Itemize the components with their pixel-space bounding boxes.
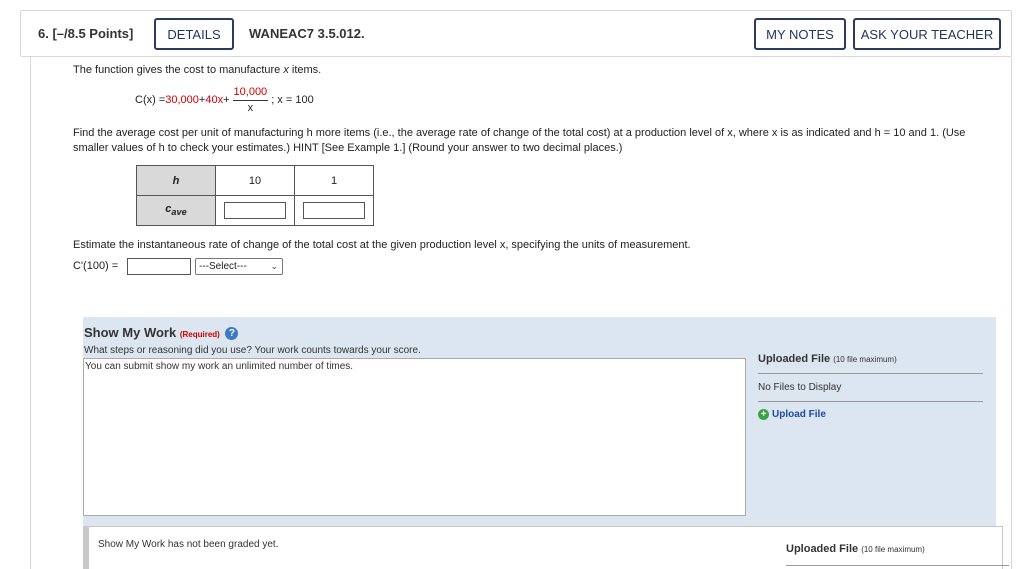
plus-circle-icon: + <box>758 409 769 420</box>
cave-input-1[interactable] <box>303 202 365 219</box>
cave-input-10[interactable] <box>224 202 286 219</box>
formula-plus-1: + <box>198 94 206 106</box>
formula-plus-2: + <box>223 94 230 106</box>
show-my-work-title: Show My Work (Required) ? <box>84 325 238 340</box>
estimate-text: Estimate the instantaneous rate of change of the total cost at the given production level x, specifying the units of measurement. <box>73 239 691 251</box>
c100-label: C'(100) = <box>73 260 119 272</box>
uploaded-file-title: Uploaded File (10 file maximum) <box>758 353 983 374</box>
no-files-text: No Files to Display <box>758 374 983 402</box>
formula-term-1: 30,000 <box>165 94 199 106</box>
my-notes-button[interactable]: MY NOTES <box>754 18 846 50</box>
average-cost-table <box>136 165 374 226</box>
uploaded-files-panel <box>758 353 983 420</box>
question-number: 6. [–/8.5 Points] <box>38 26 134 41</box>
formula-condition: ; x = 100 <box>271 94 314 106</box>
cave-header: $c_{ave}$ <box>137 196 216 226</box>
formula-numerator: 10,000 <box>233 86 269 101</box>
question-header <box>20 10 1012 57</box>
graded-status-panel <box>83 526 1003 569</box>
problem-instructions: Find the average cost per unit of manufacturing h more items (i.e., the average rate of change of the total cost) at a production level of x, where x is as indicated and h = 10 and 1. (Use smaller values of h to check your estimates.) HINT [See Example 1.] (Round your answer to two decimal places.) <box>73 127 966 154</box>
show-my-work-textarea[interactable] <box>83 358 746 516</box>
h-value-1: 1 <box>295 166 374 196</box>
formula-fraction <box>233 86 269 115</box>
formula-term-2: 40x <box>205 94 224 106</box>
show-my-work-question: What steps or reasoning did you use? Your work counts towards your score. <box>84 345 421 356</box>
formula-denominator: x <box>247 101 254 114</box>
upload-file-link[interactable]: + Upload File <box>758 409 983 420</box>
formula-lhs: C(x) = <box>135 94 166 106</box>
graded-status-text: Show My Work has not been graded yet. <box>98 539 279 550</box>
h-value-10: 10 <box>216 166 295 196</box>
problem-intro: The function gives the cost to manufacture x items. <box>73 64 322 76</box>
required-label: (Required) <box>179 330 220 339</box>
c100-input[interactable] <box>127 258 191 275</box>
cost-formula <box>135 86 314 114</box>
help-icon[interactable]: ? <box>225 327 238 340</box>
cave-cell-10 <box>216 196 295 226</box>
question-body <box>30 57 1012 569</box>
units-select[interactable] <box>195 258 283 275</box>
cave-cell-1 <box>295 196 374 226</box>
show-my-work-hint: You can submit show my work an unlimited number of times. <box>85 361 354 372</box>
chevron-down-icon: ⌄ <box>270 261 278 271</box>
graded-uploaded-file-title: Uploaded File (10 file maximum) <box>786 543 1009 566</box>
question-code: WANEAC7 3.5.012. <box>249 26 365 41</box>
details-button[interactable]: DETAILS <box>154 18 234 50</box>
ask-teacher-button[interactable]: ASK YOUR TEACHER <box>853 18 1001 50</box>
h-header: h <box>137 166 216 196</box>
units-select-value: ---Select--- <box>199 261 247 272</box>
